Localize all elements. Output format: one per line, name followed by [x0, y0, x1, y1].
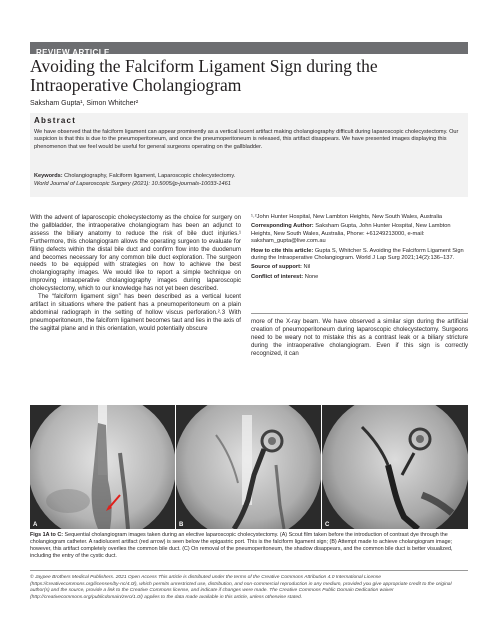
article-info-sidebar: [251, 214, 468, 283]
keywords-label: Keywords:: [34, 173, 63, 179]
corresponding-text: Saksham Gupta, John Hunter Hospital, New Lambton Heights, New South Wales, Australia, Phone: +61249213000, e-mail: saksham_gupta@live.com.au: [251, 223, 451, 245]
body-paragraph: more of the X-ray beam. We have observed a similar sign during the artificial creation of pneumoperitoneum during laparoscopic cholecystectomy. Surgeons need to be weary not to mistake this as a contrast leak or a biliary stricture during the intraoperative cholangiogram. Even if this sign is correctly recognized, it can: [251, 318, 468, 357]
body-paragraph: The “falciform ligament sign” has been described as a vertical lucent artifact in situations where the patient has a pneumoperitoneum on a plain abdominal radiograph in the setting of hollow viscus perforation.²˒3 With pneumoperitoneum, the falciform ligament becomes taut and lies in the axis of the sagittal plane and in this orientation, would potentially obscure: [30, 293, 241, 332]
article-title: Avoiding the Falciform Ligament Sign during the Intraoperative Cholangiogram: [30, 56, 378, 95]
cite-text: Gupta S, Whitcher S. Avoiding the Falciform Ligament Sign during the Intraoperative Cholangiogram. World J Lap Surg 2021;14(2):136–137.: [251, 247, 464, 262]
abstract-keywords: [34, 173, 464, 180]
license-footer: © Jaypee Brothers Medical Publishers. 2021 Open Access This article is distributed under the terms of the Creative Commons Attribution 4.0 International License (https://creativecommons.org/licenses/by-nc/4.0/), which permits unrestricted use, distribution, and non-commercial reproduction in any medium, provided you give appropriate credit to the original author(s) and the source, provide a link to the Creative Commons license, and indicate if changes were made. The Creative Commons Public Domain Dedication waiver (http://creativecommons.org/publicdomain/zero/1.0/) applies to the data made available in this article, unless otherwise stated.: [30, 575, 452, 601]
footer-divider: [30, 570, 468, 571]
figure-letter: C: [325, 522, 330, 528]
author-list: Saksham Gupta¹, Simon Whitcher²: [30, 100, 139, 107]
keywords-text: Cholangiography, Falciform ligament, Laparoscopic cholecystectomy.: [64, 173, 236, 179]
conflict-label: Conflict of interest:: [251, 273, 304, 280]
cholangiogram-image-c: [322, 405, 468, 529]
affiliation: ¹˒²John Hunter Hospital, New Lambton Heights, New South Wales, Australia: [251, 214, 443, 220]
cholangiogram-image-b: [176, 405, 321, 529]
corresponding-author: [251, 223, 468, 245]
caption-label: Figs 1A to C:: [30, 532, 64, 538]
figure-letter: A: [33, 522, 38, 528]
cholangiogram-image-a: [30, 405, 175, 529]
caption-text: Sequential cholangiogram images taken during an elective laparoscopic cholecystectomy. (A) Scout film taken before the introduction of contrast dye through the cholangiogram catheter. A radiolucent artifact (red arrow) is seen below the epigastric port. This is the falciform ligament sign; (B) Attempt made to achieve cholangiogram image; however, this artifact completely overlies the common bile duct. (C) On removal of the pneumoperitoneum, the shadow disappears, and the common bile duct is better visualized, including the entry of the cystic duct.: [30, 532, 453, 559]
article-type-banner: [30, 42, 468, 57]
figure-panel-b: [176, 405, 321, 529]
figure-caption: [30, 532, 468, 560]
body-column-right: [251, 318, 468, 358]
body-column-left: [30, 214, 241, 333]
source-of-support: [251, 264, 468, 271]
figure-panel-a: [30, 405, 175, 529]
conflict-text: None: [304, 273, 319, 280]
abstract-citation: World Journal of Laparoscopic Surgery (2021): 10.5005/jp-journals-10033-1461: [34, 181, 231, 187]
article-type-label: REVIEW ARTICLE: [36, 48, 110, 57]
sidebar-divider: [251, 313, 468, 314]
cite-label: How to cite this article:: [251, 247, 314, 254]
body-paragraph: With the advent of laparoscopic cholecystectomy as the choice for surgery on the gallbladder, the intraoperative cholangiogram has been an adjunct to assess the biliary anatomy to reduce the risk of bile duct injuries.¹ Furthermore, this cholangiogram allows the operating surgeon to evaluate for filling defects within the distal bile duct and confirm flow into the duodenum and becomes necessary for any common bile duct exploration. The surgeon needs to be equipped with strategies on how to achieve the best cholangiography images. We would like to report a simple technique on improving intraoperative cholangiography images during laparoscopic cholecystectomy, which to our knowledge has not yet been described.: [30, 214, 241, 293]
figure-panel-c: [322, 405, 468, 529]
support-text: Nil: [303, 264, 311, 271]
conflict-of-interest: [251, 274, 468, 281]
abstract-text: We have observed that the falciform ligament can appear prominently as a vertical lucent artifact making cholangiography difficult during laparoscopic cholecystectomy. Our suspicion is that this is due to the pneumoperitoneum, and once the pneumoperitoneum is released, this artifact disappears. We have presented images displaying this phenomenon that we feel would be useful for general surgeons operating on the gallbladder.: [34, 129, 459, 150]
support-label: Source of support:: [251, 264, 302, 271]
abstract-heading: Abstract: [34, 116, 77, 125]
corresponding-label: Corresponding Author:: [251, 223, 314, 230]
figure-letter: B: [179, 522, 184, 528]
how-to-cite: [251, 248, 468, 263]
abstract-box: [30, 113, 468, 197]
